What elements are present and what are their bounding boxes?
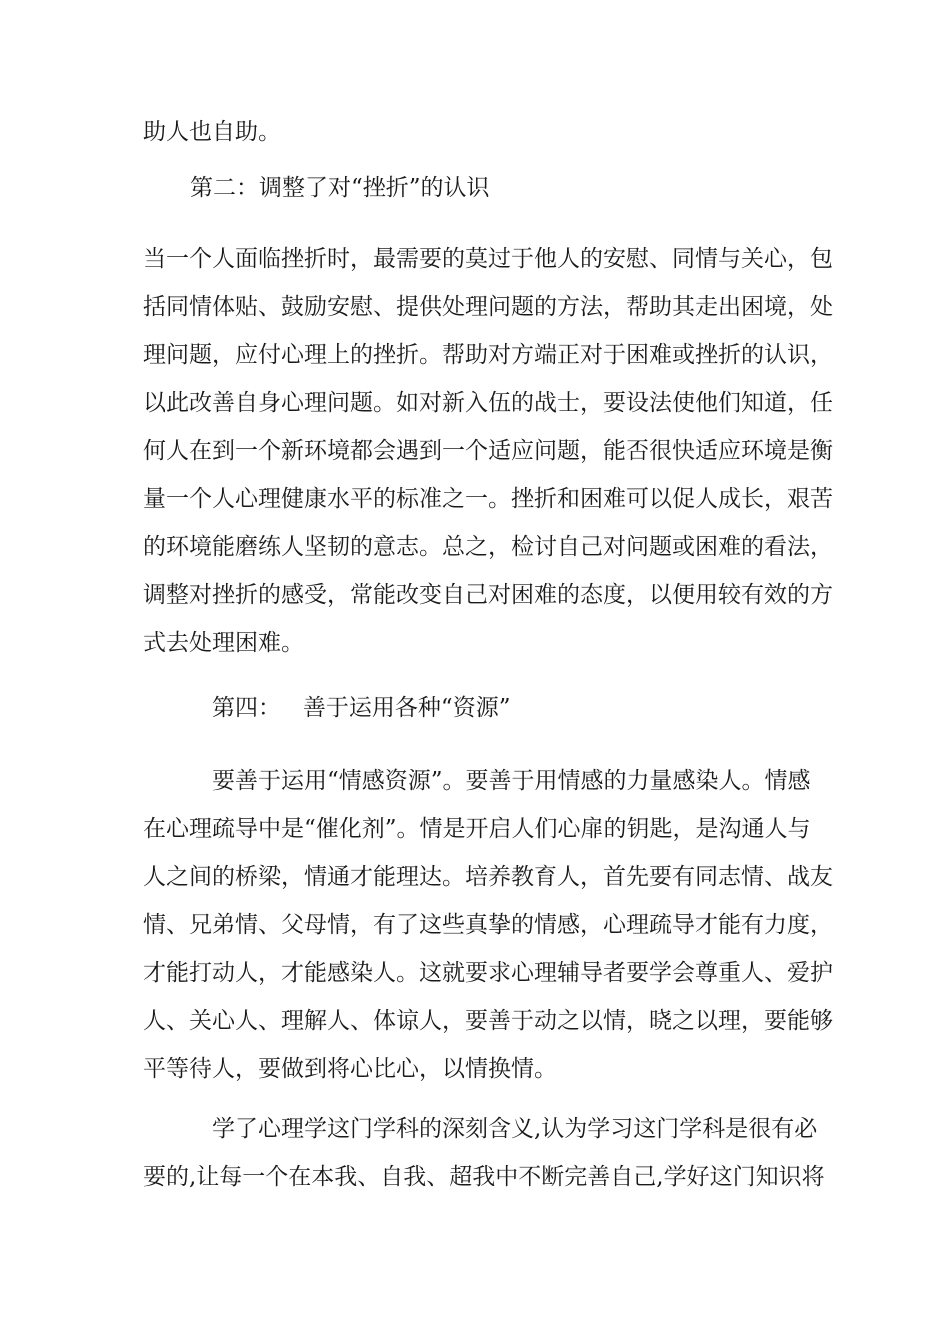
paragraph-line: 人、关心人、理解人、体谅人，要善于动之以情，晓之以理，要能够 xyxy=(143,1008,833,1034)
paragraph-line: 调整对挫折的感受，常能改变自己对困难的态度，以便用较有效的方 xyxy=(143,582,833,608)
section-4-heading: 第四： 善于运用各种“资源” xyxy=(212,695,511,721)
paragraph-line: 当一个人面临挫折时，最需要的莫过于他人的安慰、同情与关心，包 xyxy=(143,246,833,272)
paragraph-line: 量一个人心理健康水平的标准之一。挫折和困难可以促人成长，艰苦 xyxy=(143,486,833,512)
intro-line: 助人也自助。 xyxy=(143,119,281,145)
paragraph-line: 学了心理学这门学科的深刻含义,认为学习这门学科是很有必 xyxy=(212,1116,818,1142)
paragraph-line: 括同情体贴、鼓励安慰、提供处理问题的方法，帮助其走出困境，处 xyxy=(143,294,833,320)
section-2-heading: 第二：调整了对“挫折”的认识 xyxy=(190,175,490,201)
paragraph-line: 要的,让每一个在本我、自我、超我中不断完善自己,学好这门知识将 xyxy=(143,1164,825,1190)
paragraph-line: 式去处理困难。 xyxy=(143,630,304,656)
paragraph-line: 情、兄弟情、父母情，有了这些真挚的情感，心理疏导才能有力度， xyxy=(143,912,833,938)
paragraph-line: 何人在到一个新环境都会遇到一个适应问题，能否很快适应环境是衡 xyxy=(143,438,833,464)
paragraph-line: 在心理疏导中是“催化剂”。情是开启人们心扉的钥匙，是沟通人与 xyxy=(143,816,811,842)
paragraph-line: 理问题，应付心理上的挫折。帮助对方端正对于困难或挫折的认识， xyxy=(143,342,833,368)
paragraph-line: 才能打动人，才能感染人。这就要求心理辅导者要学会尊重人、爱护 xyxy=(143,960,833,986)
paragraph-line: 要善于运用“情感资源”。要善于用情感的力量感染人。情感 xyxy=(212,768,811,794)
paragraph-line: 以此改善自身心理问题。如对新入伍的战士，要设法使他们知道，任 xyxy=(143,390,833,416)
paragraph-line: 的环境能磨练人坚韧的意志。总之，检讨自己对问题或困难的看法， xyxy=(143,534,833,560)
paragraph-line: 平等待人，要做到将心比心，以情换情。 xyxy=(143,1056,557,1082)
paragraph-line: 人之间的桥梁，情通才能理达。培养教育人，首先要有同志情、战友 xyxy=(143,864,833,890)
